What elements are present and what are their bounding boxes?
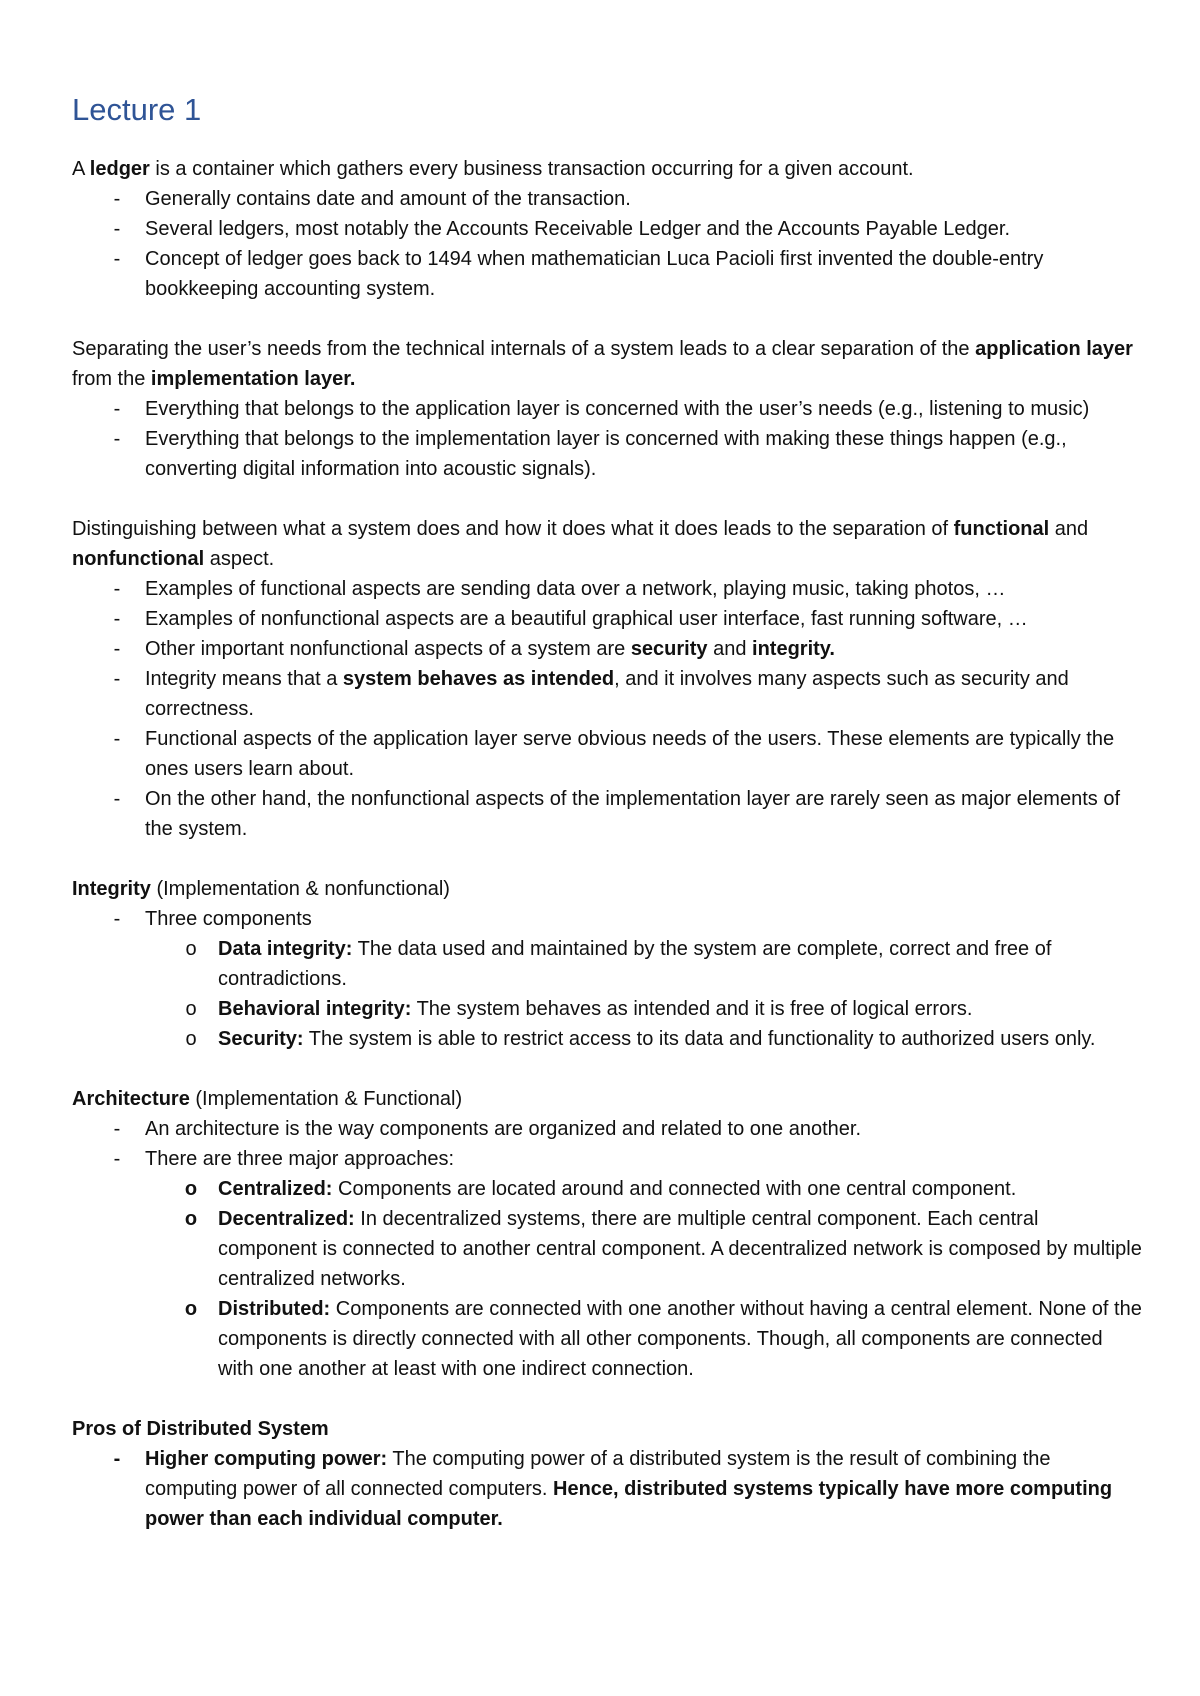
functional-term: functional: [953, 518, 1050, 540]
functional-intro-mid: and: [1049, 518, 1089, 540]
list-item: [72, 904, 1142, 1054]
integrity-sublist: [145, 934, 1142, 1054]
pros-heading: [72, 1414, 1142, 1444]
circle-bullet-icon: o: [184, 1178, 198, 1200]
list-item: [72, 724, 1142, 784]
functional-section: [72, 514, 1142, 844]
list-item: [72, 244, 1142, 304]
dash-marker: -: [113, 428, 121, 450]
integrity-term: integrity.: [752, 638, 835, 660]
circle-bullet-icon: o: [185, 938, 197, 960]
implementation-layer-term: implementation layer.: [150, 368, 356, 390]
sublist-item: [72, 1204, 1142, 1294]
list-item-text: Generally contains date and amount of the transaction.: [145, 188, 631, 210]
architecture-heading-rest: (Implementation & Functional): [189, 1088, 463, 1110]
sublist-item-text: Components are connected with one another without having a central element. None of the components is directly connected with all other components. Though, all components are connected with one another at least with one indirect connection.: [218, 1298, 1142, 1380]
nonfunctional-term: nonfunctional: [72, 548, 205, 570]
circle-bullet-icon: o: [185, 998, 197, 1020]
sublist-item-term: Distributed:: [218, 1298, 331, 1320]
sublist-item: [72, 1294, 1142, 1384]
layers-intro: [72, 334, 1142, 394]
integrity-heading-bold: Integrity: [72, 878, 151, 900]
pros-heading-text: Pros of Distributed System: [72, 1418, 329, 1440]
dash-marker: -: [113, 188, 121, 210]
list-item-text: Functional aspects of the application layer serve obvious needs of the users. These elements are typically the ones users learn about.: [145, 728, 1115, 780]
sublist-item: [72, 934, 1142, 994]
sublist-item-term: Centralized:: [218, 1178, 333, 1200]
integrity-list: [72, 904, 1142, 1054]
circle-bullet-icon: o: [185, 1028, 197, 1050]
sublist-item: [72, 1024, 1142, 1054]
list-item: [72, 664, 1142, 724]
circle-bullet-icon: o: [184, 1208, 198, 1230]
list-item-mid: and: [707, 638, 753, 660]
list-item: [72, 574, 1142, 604]
list-item-post: , and it involves many aspects such as security and correctness.: [145, 668, 1069, 720]
list-item-pre: Integrity means that a: [145, 668, 343, 690]
functional-intro-pre: Distinguishing between what a system does and how it does what it does leads to the separation of: [72, 518, 954, 540]
security-term: security: [630, 638, 708, 660]
pros-item-conclusion: Hence, distributed systems typically have more computing power than each individual computer.: [145, 1478, 1113, 1530]
list-item: [72, 394, 1142, 424]
dash-marker: -: [113, 248, 121, 270]
dash-marker: -: [113, 1118, 121, 1140]
sublist-item-text: The data used and maintained by the system are complete, correct and free of contradictions.: [218, 938, 1052, 990]
layers-intro-mid: from the: [72, 368, 151, 390]
functional-intro: [72, 514, 1142, 574]
dash-marker: -: [113, 1148, 121, 1170]
pros-list: [72, 1444, 1142, 1534]
ledger-intro: [72, 154, 1142, 184]
list-item: [72, 604, 1142, 634]
list-item: [72, 1444, 1142, 1534]
list-item-pre: Other important nonfunctional aspects of a system are: [145, 638, 631, 660]
integrity-section: [72, 874, 1142, 1054]
list-item: [72, 1144, 1142, 1384]
sublist-item-term: Data integrity:: [218, 938, 353, 960]
dash-marker: -: [113, 788, 121, 810]
architecture-heading-bold: Architecture: [72, 1088, 190, 1110]
list-item-text: Concept of ledger goes back to 1494 when mathematician Luca Pacioli first invented the double-entry bookkeeping accounting system.: [145, 248, 1044, 300]
list-item-text: Several ledgers, most notably the Accounts Receivable Ledger and the Accounts Payable Ledger.: [145, 218, 1010, 240]
dash-marker: -: [113, 578, 121, 600]
dash-marker: -: [113, 908, 121, 930]
sublist-item: [72, 994, 1142, 1024]
architecture-sublist: [145, 1174, 1142, 1384]
dash-marker: -: [113, 638, 121, 660]
list-item: [72, 424, 1142, 484]
functional-intro-post: aspect.: [204, 548, 275, 570]
pros-section: [72, 1414, 1142, 1534]
dash-marker: -: [113, 608, 121, 630]
sublist-item-text: Components are located around and connected with one central component.: [332, 1178, 1017, 1200]
pros-item-term: Higher computing power:: [145, 1448, 388, 1470]
circle-bullet-icon: o: [184, 1298, 198, 1320]
list-item: [72, 184, 1142, 214]
dash-marker: -: [113, 668, 121, 690]
architecture-section: [72, 1084, 1142, 1384]
sublist-item-text: In decentralized systems, there are multiple central component. Each central component is connected to another central component. A decentralized network is composed by multiple centralized networks.: [218, 1208, 1142, 1290]
list-item-text: An architecture is the way components are organized and related to one another.: [145, 1118, 862, 1140]
layers-section: [72, 334, 1142, 484]
list-item: [72, 1114, 1142, 1144]
dash-marker: -: [113, 728, 121, 750]
dash-marker: -: [113, 218, 121, 240]
document-page: [72, 90, 1142, 1534]
sublist-item-text: The system is able to restrict access to its data and functionality to authorized users only.: [303, 1028, 1096, 1050]
sublist-item-term: Security:: [218, 1028, 304, 1050]
sublist-item-text: The system behaves as intended and it is free of logical errors.: [411, 998, 973, 1020]
list-item-text: There are three major approaches:: [145, 1148, 455, 1170]
list-item: [72, 634, 1142, 664]
ledger-intro-post: is a container which gathers every business transaction occurring for a given account.: [149, 158, 914, 180]
architecture-list: [72, 1114, 1142, 1384]
list-item-text: On the other hand, the nonfunctional aspects of the implementation layer are rarely seen as major elements of the system.: [145, 788, 1120, 840]
list-item: [72, 214, 1142, 244]
list-item-text: Everything that belongs to the implementation layer is concerned with making these things happen (e.g., converting digital information into acoustic signals).: [145, 428, 1067, 480]
application-layer-term: application layer: [975, 338, 1133, 360]
sublist-item-term: Behavioral integrity:: [218, 998, 412, 1020]
list-item-text: Everything that belongs to the application layer is concerned with the user’s needs (e.g., listening to music): [145, 398, 1090, 420]
integrity-heading: [72, 874, 1142, 904]
list-item-text: Three components: [145, 908, 312, 930]
functional-list: [72, 574, 1142, 844]
ledger-list: [72, 184, 1142, 304]
dash-marker: -: [113, 1448, 121, 1470]
architecture-heading: [72, 1084, 1142, 1114]
system-behaves-term: system behaves as intended: [342, 668, 615, 690]
sublist-item: [72, 1174, 1142, 1204]
layers-list: [72, 394, 1142, 484]
pros-item-text: The computing power of a distributed system is the result of combining the computing power of all connected computers.: [145, 1448, 1051, 1500]
sublist-item-term: Decentralized:: [218, 1208, 355, 1230]
list-item-text: Examples of nonfunctional aspects are a beautiful graphical user interface, fast running software, …: [145, 608, 1028, 630]
list-item: [72, 784, 1142, 844]
list-item-text: Examples of functional aspects are sending data over a network, playing music, taking photos, …: [145, 578, 1006, 600]
dash-marker: -: [113, 398, 121, 420]
page-title: Lecture 1: [72, 92, 202, 127]
integrity-heading-rest: (Implementation & nonfunctional): [150, 878, 450, 900]
ledger-intro-pre: A: [72, 158, 90, 180]
layers-intro-pre: Separating the user’s needs from the technical internals of a system leads to a clear separation of the: [72, 338, 976, 360]
ledger-term: ledger: [89, 158, 150, 180]
ledger-section: [72, 154, 1142, 304]
